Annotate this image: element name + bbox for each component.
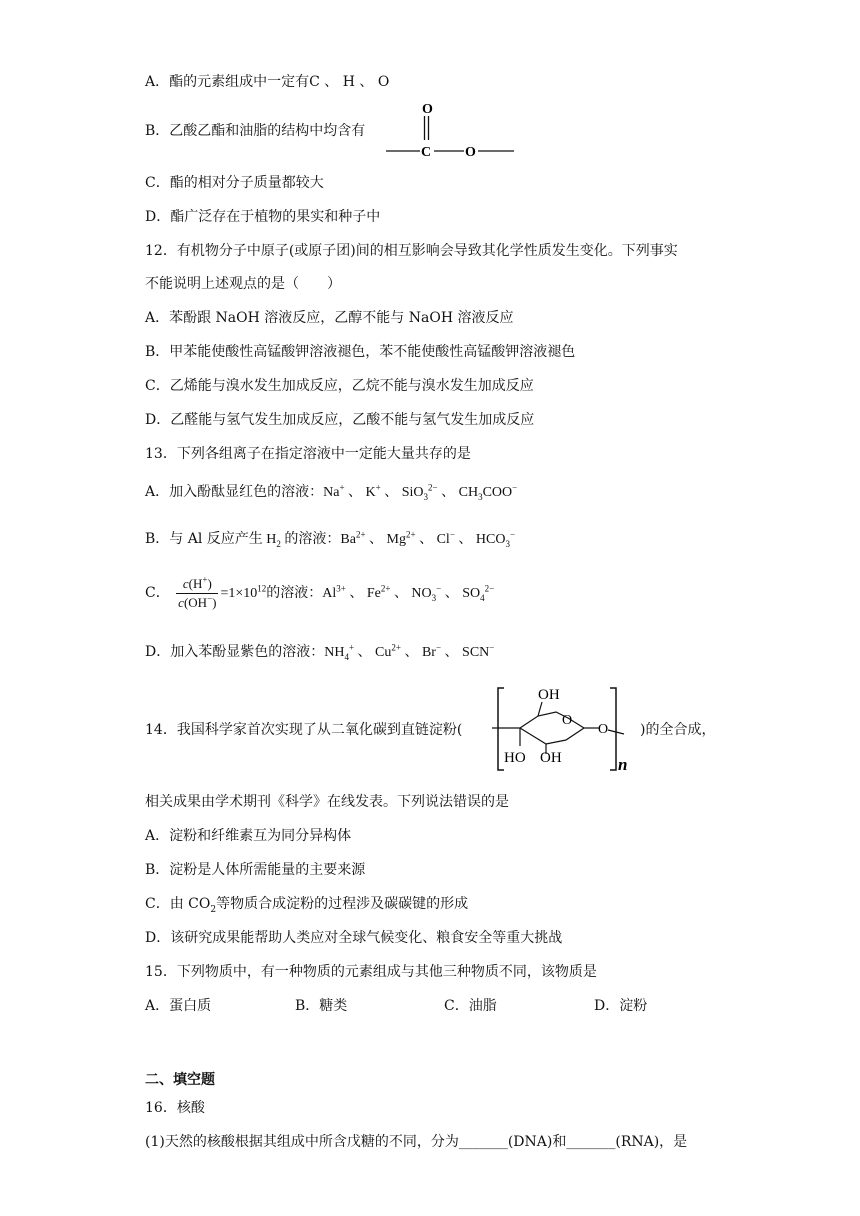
q12-option-b: B．甲苯能使酸性高锰酸钾溶液褪色，苯不能使酸性高锰酸钾溶液褪色 — [145, 344, 576, 360]
q13-c-prefix: C． — [145, 585, 170, 601]
q14-option-b: B．淀粉是人体所需能量的主要来源 — [145, 862, 366, 878]
starch-link-o: O — [598, 722, 609, 737]
q13-c-ions: $Al^{3+}$ 、 $Fe^{2+}$ 、 $NO_3^-$ 、 $SO_4^{2-}$ — [322, 583, 495, 603]
q13-c-suffix: 的溶液： — [266, 585, 323, 601]
starch-oh-bottom: OH — [540, 750, 562, 766]
q13-c-exp: 12 — [257, 583, 267, 594]
q16-p1-text-a: (1)天然的核酸根据其组成中所含戊糖的不同，分为 — [145, 1134, 459, 1150]
q14-option-a: A．淀粉和纤维素互为同分异构体 — [145, 828, 352, 844]
struct-o-right: O — [465, 145, 476, 160]
q13-c-fraction — [176, 575, 218, 612]
q14-c-prefix: C．由 CO — [145, 896, 211, 912]
q13-b-mid: 的溶液： — [284, 531, 341, 547]
q13-b-prefix: B．与 Al 反应产生 — [145, 531, 263, 547]
struct-c: C — [421, 145, 432, 160]
q12-stem-line2: 不能说明上述观点的是（ ） — [145, 276, 341, 292]
q11-option-a: A．酯的元素组成中一定有C 、 H 、 O — [145, 74, 390, 90]
section-title: 二、填空题 — [145, 1072, 215, 1088]
q15-option-d: D．淀粉 — [594, 998, 648, 1014]
q16-p1-text-c: (RNA)，是 — [615, 1134, 688, 1150]
q13-b-ions: $Ba^{2+}$ 、 $Mg^{2+}$ 、 Cl− 、 $HCO_3^-$ — [340, 529, 516, 549]
q14-stem-right: )的全合成， — [640, 722, 716, 738]
ester-group-structure — [380, 98, 520, 164]
starch-ho: HO — [504, 750, 526, 766]
q13-d-prefix: D．加入苯酚显紫色的溶液： — [145, 644, 325, 660]
q12-option-d: D．乙醛能与氢气发生加成反应，乙酸不能与氢气发生加成反应 — [145, 412, 535, 428]
q11-option-c: C．酯的相对分子质量都较大 — [145, 175, 324, 191]
starch-structure — [490, 684, 638, 776]
struct-o-top: O — [422, 102, 433, 117]
q11-option-d: D．酯广泛存在于植物的果实和种子中 — [145, 209, 381, 225]
starch-ring-o: O — [562, 713, 573, 728]
starch-n: n — [618, 755, 628, 774]
q13-d-ions: $NH_4^+$ 、 $Cu^{2+}$ 、 Br− 、 SCN− — [324, 642, 495, 662]
q14-stem-line2: 相关成果由学术期刊《科学》在线发表。下列说法错误的是 — [145, 794, 509, 810]
q15-option-a: A．蛋白质 — [145, 998, 212, 1014]
q14-c-sub: 2 — [210, 904, 217, 915]
q16-p1-blank1[interactable]: _______ — [458, 1134, 508, 1150]
q16-part1 — [145, 1132, 687, 1152]
q11-option-b: B．乙酸乙酯和油脂的结构中均含有 — [145, 123, 366, 139]
q13-c-denominator: c(OH−) — [178, 593, 217, 610]
q13-a-ions: Na+ 、 K+ 、 SiO$_3^{2-}$ 、 $CH_3COO^-$ — [323, 482, 518, 502]
q13-c-mid: =1×10 — [220, 586, 258, 601]
q14-c-suffix: 等物质合成淀粉的过程涉及碳碳键的形成 — [216, 896, 469, 912]
q13-option-b — [145, 529, 515, 550]
q12-stem-line1: 12．有机物分子中原子(或原子团)间的相互影响会导致其化学性质发生变化。下列事实 — [145, 243, 678, 259]
q16-p1-blank2[interactable]: _______ — [566, 1134, 616, 1150]
q12-option-a: A．苯酚跟 NaOH 溶液反应，乙醇不能与 NaOH 溶液反应 — [145, 310, 514, 326]
q13-b-h2: $H_2$ — [262, 532, 281, 549]
q16-title: 16．核酸 — [145, 1100, 205, 1116]
q13-a-prefix: A．加入酚酞显红色的溶液： — [145, 484, 324, 500]
q13-stem: 13．下列各组离子在指定溶液中一定能大量共存的是 — [145, 446, 471, 462]
q14-option-d: D．该研究成果能帮助人类应对全球气候变化、粮食安全等重大挑战 — [145, 930, 563, 946]
q13-c-numerator: c(H+) — [176, 575, 218, 594]
q15-option-c: C．油脂 — [444, 998, 497, 1014]
starch-oh-top: OH — [538, 687, 560, 703]
q14-stem-left: 14．我国科学家首次实现了从二氧化碳到直链淀粉( — [145, 722, 463, 738]
q13-option-c — [145, 570, 494, 617]
q15-option-b: B．糖类 — [295, 998, 348, 1014]
q12-option-c: C．乙烯能与溴水发生加成反应，乙烷不能与溴水发生加成反应 — [145, 378, 534, 394]
q15-stem: 15．下列物质中，有一种物质的元素组成与其他三种物质不同，该物质是 — [145, 964, 597, 980]
q13-option-a — [145, 482, 517, 503]
q16-p1-text-b: (DNA)和 — [507, 1134, 567, 1150]
q13-option-d — [145, 642, 494, 663]
q14-option-c — [145, 894, 468, 914]
